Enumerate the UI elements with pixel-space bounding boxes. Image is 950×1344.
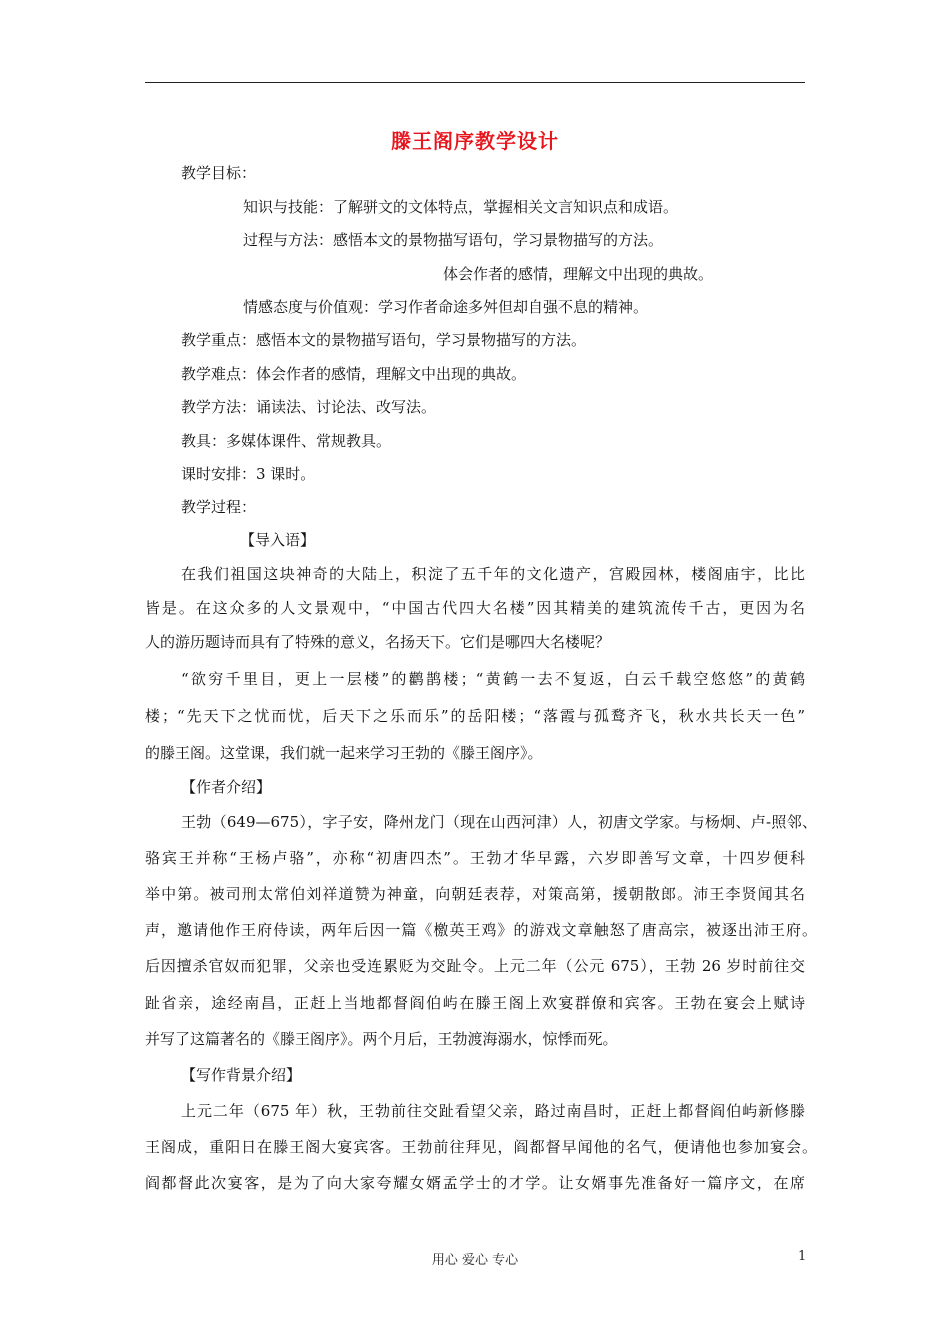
author-paragraph-line: 并写了这篇著名的《滕王阁序》。两个月后，王勃渡海溺水，惊悸而死。	[145, 1030, 618, 1048]
key-point: 教学重点：感悟本文的景物描写语句，学习景物描写的方法。	[181, 331, 587, 349]
author-paragraph-line: 后因擅杀官奴而犯罪，父亲也受连累贬为交趾令。上元二年（公元 675），王勃 26 岁时前往交	[145, 957, 805, 975]
footer-motto: 用心 爱心 专心	[431, 1253, 519, 1268]
objective-process: 过程与方法：感悟本文的景物描写语句，学习景物描写的方法。	[243, 231, 664, 249]
class-schedule: 课时安排：3 课时。	[181, 465, 316, 483]
background-paragraph-line: 阎都督此次宴客，是为了向大家夸耀女婿孟学士的才学。让女婿事先准备好一篇序文，在席	[145, 1174, 805, 1192]
objective-process-continued: 体会作者的感情，理解文中出现的典故。	[443, 265, 714, 283]
teaching-method: 教学方法：诵读法、讨论法、改写法。	[181, 398, 437, 416]
header-rule	[145, 82, 805, 83]
author-paragraph-line: 声，邀请他作王府侍读，两年后因一篇《檄英王鸡》的游戏文章触怒了唐高宗，被逐出沛王府。	[145, 921, 817, 939]
towers-paragraph-line: 楼；“先天下之忧而忧，后天下之乐而乐”的岳阳楼；“落霞与孤鹜齐飞，秋水共长天一色”	[145, 707, 805, 725]
towers-paragraph-line: 的滕王阁。这堂课，我们就一起来学习王勃的《滕王阁序》。	[145, 744, 543, 762]
author-paragraph-line: 趾省亲，途经南昌，正赶上当地都督阎伯屿在滕王阁上欢宴群僚和宾客。王勃在宴会上赋诗	[145, 994, 805, 1012]
document-title: 滕王阁序教学设计	[391, 129, 559, 153]
author-paragraph-line: 举中第。被司刑太常伯刘祥道赞为神童，向朝廷表荐，对策高第，援朝散郎。沛王李贤闻其名	[145, 885, 805, 903]
teaching-tools: 教具：多媒体课件、常规教具。	[181, 432, 392, 450]
difficulty: 教学难点：体会作者的感情，理解文中出现的典故。	[181, 365, 527, 383]
process-heading: 教学过程：	[181, 498, 257, 516]
objectives-heading: 教学目标：	[181, 164, 257, 182]
intro-heading: 【导入语】	[240, 531, 316, 549]
author-heading: 【作者介绍】	[181, 778, 272, 796]
towers-paragraph-line: “欲穷千里目，更上一层楼”的鹳鹊楼；“黄鹤一去不复返，白云千载空悠悠”的黄鹤	[181, 670, 805, 688]
background-heading: 【写作背景介绍】	[181, 1066, 302, 1084]
intro-paragraph-line: 人的游历题诗而具有了特殊的意义，名扬天下。它们是哪四大名楼呢？	[145, 633, 611, 651]
intro-paragraph-line: 皆是。在这众多的人文景观中，“中国古代四大名楼”因其精美的建筑流传千古，更因为名	[145, 599, 805, 617]
background-paragraph-line: 上元二年（675 年）秋，王勃前往交趾看望父亲，路过南昌时，正赶上都督阎伯屿新修滕	[181, 1102, 805, 1120]
background-paragraph-line: 王阁成，重阳日在滕王阁大宴宾客。王勃前往拜见，阎都督早闻他的名气，便请他也参加宴会。	[145, 1138, 817, 1156]
author-paragraph-line: 王勃（649—675），字子安，降州龙门（现在山西河津）人，初唐文学家。与杨炯、卢-照邻、	[181, 813, 817, 831]
objective-knowledge: 知识与技能：了解骈文的文体特点，掌握相关文言知识点和成语。	[243, 198, 679, 216]
author-paragraph-line: 骆宾王并称“王杨卢骆”，亦称“初唐四杰”。王勃才华早露，六岁即善写文章，十四岁便科	[145, 849, 805, 867]
page-number: 1	[798, 1249, 807, 1264]
objective-emotion: 情感态度与价值观：学习作者命途多舛但却自强不息的精神。	[243, 298, 649, 316]
intro-paragraph-line: 在我们祖国这块神奇的大陆上，积淀了五千年的文化遗产，宫殿园林，楼阁庙宇，比比	[181, 565, 805, 583]
